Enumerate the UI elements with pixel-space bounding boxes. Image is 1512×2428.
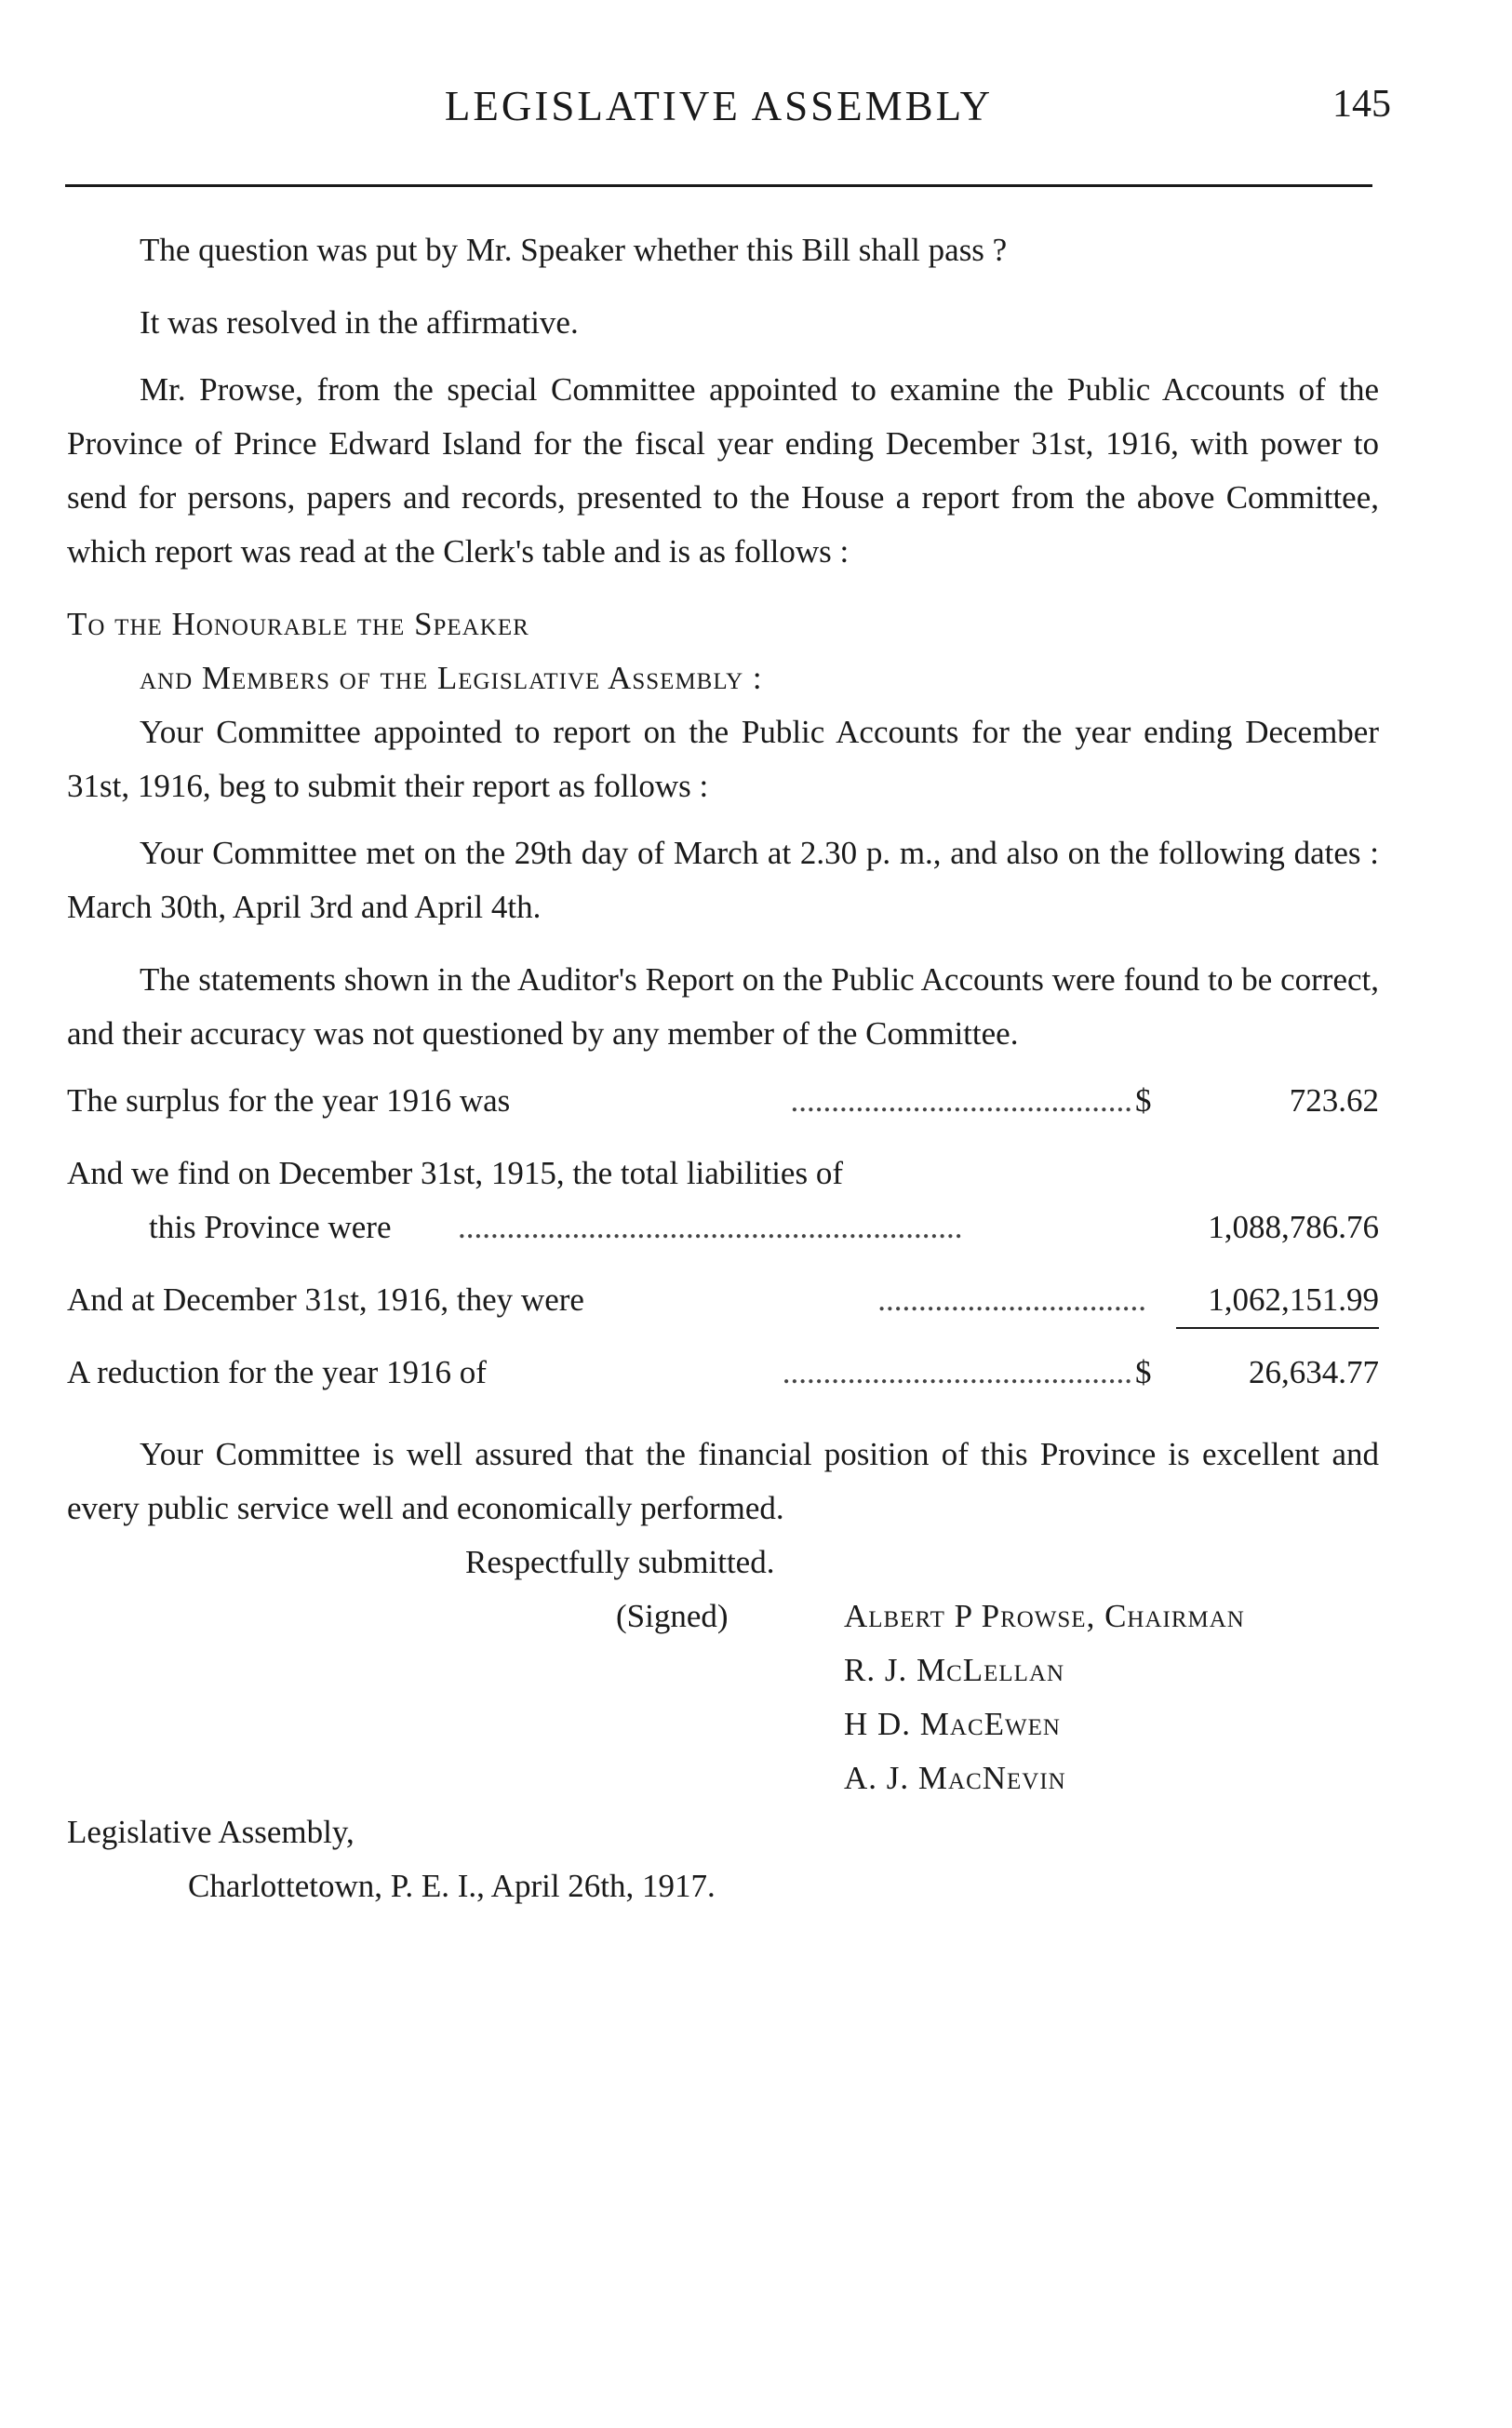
signed-label: (Signed) (616, 1598, 729, 1634)
liabilities-amount: 1,088,786.76 (1208, 1209, 1379, 1245)
running-head (65, 82, 1391, 138)
reduction-amount: 26,634.77 (1249, 1354, 1379, 1390)
current-liabilities-row (67, 1273, 1379, 1327)
paragraph-committee-report: Mr. Prowse, from the special Committee appointed to examine the Public Accounts of the Province of Prince Edward Island for the fiscal year ending December 31st, 1916, with power to send for persons, papers and records, presented to the House a report from the above Committee, which report was read at the Clerk's table and is as follows : (67, 371, 1379, 570)
surplus-leader: .......................................... (790, 1082, 1132, 1119)
liabilities-leader: .............................................................. (458, 1209, 963, 1245)
liabilities-line-1: And we find on December 31st, 1915, the total liabilities of (67, 1155, 843, 1191)
paragraph-resolved: It was resolved in the affirmative. (140, 304, 579, 341)
signatory-mclellan: R. J. McLellan (844, 1652, 1065, 1688)
surplus-dollar-sign: $ (1135, 1082, 1152, 1119)
current-liabilities-leader: ................................. (877, 1281, 1146, 1318)
surplus-row (67, 1074, 1379, 1128)
address-line-1: To the Honourable the Speaker (67, 606, 529, 642)
liabilities-row (67, 1147, 1379, 1254)
paragraph-appointed: Your Committee appointed to report on the Public Accounts for the year ending December 31st, 1916, beg to submit their report as follows : (67, 714, 1379, 804)
address-line-2: and Members of the Legislative Assembly : (140, 660, 763, 696)
reduction-leader: ........................................... (782, 1354, 1132, 1390)
page-number: 145 (1332, 83, 1391, 126)
sum-rule (1176, 1327, 1379, 1329)
place-line-1: Legislative Assembly, (67, 1814, 355, 1850)
paragraph-statements: The statements shown in the Auditor's Report on the Public Accounts were found to be correct, and their accuracy was not questioned by any member of the Committee. (67, 961, 1379, 1052)
liabilities-line-2: this Province were (149, 1209, 392, 1245)
body-text (67, 223, 1379, 1913)
surplus-label: The surplus for the year 1916 was (67, 1082, 511, 1119)
signatory-macewen: H D. MacEwen (844, 1706, 1061, 1742)
signatory-names (844, 1590, 1245, 1805)
paragraph-meetings: Your Committee met on the 29th day of March at 2.30 p. m., and also on the following dates : March 30th, April 3rd and April 4th. (67, 835, 1379, 925)
paragraph-financial-position: Your Committee is well assured that the financial position of this Province is excellent and every public service well and economically performed. (67, 1436, 1379, 1526)
liabilities-line-2-row (67, 1201, 1379, 1254)
header-rule (65, 184, 1372, 187)
signature-block (67, 1536, 1379, 1805)
current-liabilities-label: And at December 31st, 1916, they were (67, 1281, 584, 1318)
surplus-amount: 723.62 (1289, 1082, 1379, 1119)
signatory-macnevin: A. J. MacNevin (844, 1760, 1066, 1796)
place-line-2: Charlottetown, P. E. I., April 26th, 1917. (188, 1868, 716, 1904)
reduction-row (67, 1346, 1379, 1400)
running-title: LEGISLATIVE ASSEMBLY (444, 83, 994, 129)
reduction-dollar-sign: $ (1135, 1354, 1152, 1390)
paragraph-question: The question was put by Mr. Speaker whether this Bill shall pass ? (140, 232, 1008, 268)
reduction-label: A reduction for the year 1916 of (67, 1354, 487, 1390)
respectfully-submitted: Respectfully submitted. (465, 1544, 775, 1580)
signatory-chairman: Albert P Prowse, Chairman (844, 1598, 1245, 1634)
current-liabilities-amount: 1,062,151.99 (1208, 1281, 1379, 1318)
